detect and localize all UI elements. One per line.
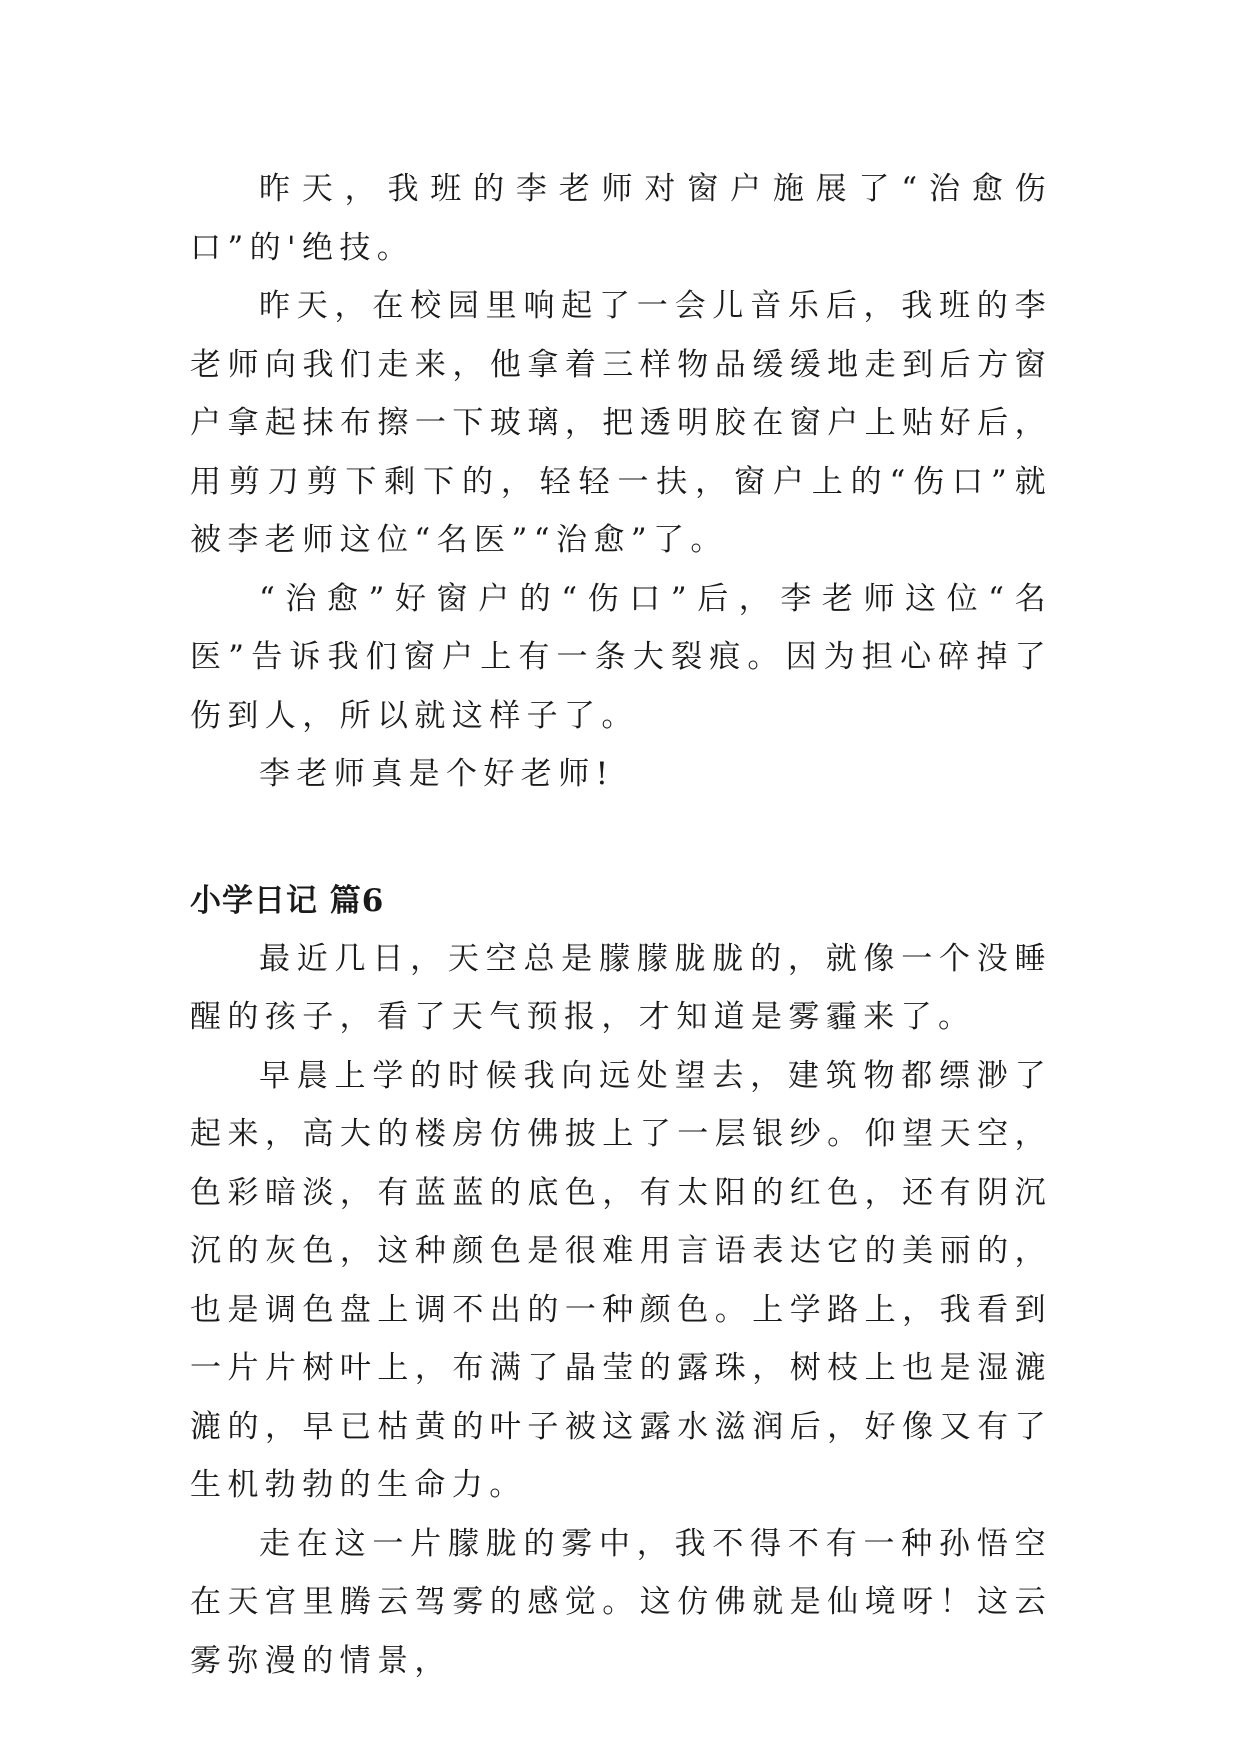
- section-gap: [190, 804, 1052, 872]
- document-body: [190, 160, 1052, 1690]
- paragraph: 最近几日，天空总是朦朦胧胧的，就像一个没睡醒的孩子，看了天气预报，才知道是雾霾来了。: [190, 940, 1052, 1035]
- section-heading: 小学日记 篇6: [190, 882, 385, 919]
- paragraph: 早晨上学的时候我向远处望去，建筑物都缥渺了起来，高大的楼房仿佛披上了一层银纱。仰望天空，色彩暗淡，有蓝蓝的底色，有太阳的红色，还有阴沉沉的灰色，这种颜色是很难用言语表达它的美丽的，也是调色盘上调不出的一种颜色。上学路上，我看到一片片树叶上，布满了晶莹的露珠，树枝上也是湿漉漉的，早已枯黄的叶子被这露水滋润后，好像又有了生机勃勃的生命力。: [190, 1057, 1052, 1503]
- paragraph: 昨天，在校园里响起了一会儿音乐后，我班的李老师向我们走来，他拿着三样物品缓缓地走到后方窗户拿起抹布擦一下玻璃，把透明胶在窗户上贴好后，用剪刀剪下剩下的，轻轻一扶，窗户上的“伤口”就被李老师这位“名医”“治愈”了。: [190, 288, 1052, 558]
- paragraph: 走在这一片朦胧的雾中，我不得不有一种孙悟空在天宫里腾云驾雾的感觉。这仿佛就是仙境呀！这云雾弥漫的情景，: [190, 1525, 1052, 1679]
- paragraph: “治愈”好窗户的“伤口”后，李老师这位“名医”告诉我们窗户上有一条大裂痕。因为担心碎掉了伤到人，所以就这样子了。: [190, 580, 1052, 734]
- paragraph: 昨天，我班的李老师对窗户施展了“治愈伤口”的'绝技。: [190, 171, 1052, 266]
- paragraph: 李老师真是个好老师!: [259, 756, 615, 792]
